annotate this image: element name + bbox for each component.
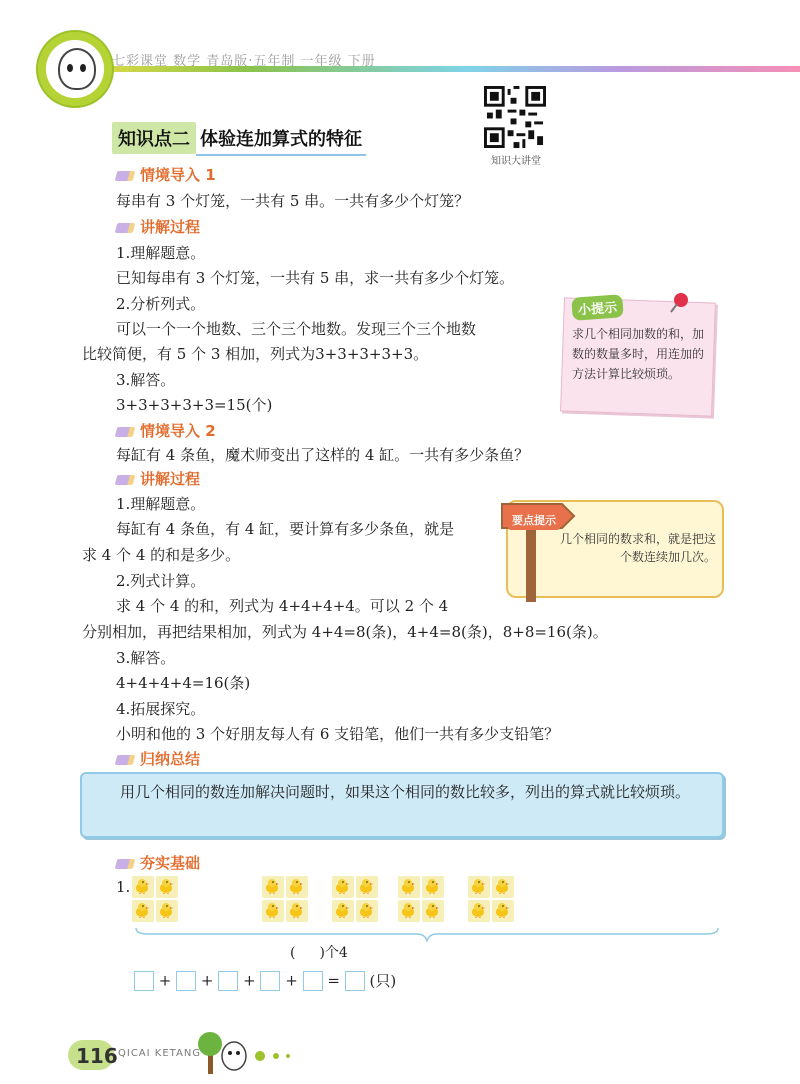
brace-paren-open: (: [290, 945, 296, 961]
section-label: 情境导入 1: [140, 166, 216, 184]
pencil-icon: [115, 859, 136, 869]
chick-icon: [288, 878, 304, 894]
chick-icon: [134, 902, 150, 918]
chick-icon: [400, 878, 416, 894]
section-heading-explanation-2: [116, 468, 200, 489]
section-label: 讲解过程: [140, 218, 201, 236]
text-line: 3.解答。: [116, 371, 176, 389]
section-heading-scenario-1: [116, 164, 216, 185]
text-line: 每串有 3 个灯笼，一共有 5 串。一共有多少个灯笼？: [116, 192, 470, 210]
pencil-icon: [115, 755, 136, 765]
text-line: 每缸有 4 条鱼，魔术师变出了这样的 4 缸。一共有多少条鱼？: [116, 446, 530, 464]
exercise-number: 1.: [116, 878, 131, 896]
section-label: 归纳总结: [140, 750, 201, 768]
chick-icon: [264, 902, 280, 918]
pencil-icon: [115, 427, 136, 437]
text-line: 1.理解题意。: [116, 495, 206, 513]
page-number-badge: [68, 1040, 118, 1070]
text-line: 可以一个一个地数、三个三个地数。发现三个三个地数: [116, 320, 477, 338]
section-label: 情境导入 2: [140, 422, 216, 440]
text-line: 1.理解题意。: [116, 244, 206, 262]
text-line: 每缸有 4 条鱼，有 4 缸，要计算有多少条鱼，就是: [116, 520, 455, 538]
chick-icon: [158, 902, 174, 918]
chick-icon: [158, 878, 174, 894]
chick-icon: [494, 878, 510, 894]
tip-note-title: 小提示: [571, 294, 623, 321]
text-line: 求 4 个 4 的和，列式为 4+4+4+4。可以 2 个 4: [116, 597, 449, 615]
chick-icon: [134, 878, 150, 894]
text-line: 2.分析列式。: [116, 295, 206, 313]
section-heading-scenario-2: [116, 420, 216, 441]
qr-code-icon[interactable]: [484, 86, 546, 148]
footer-brand: QICAI KETANG: [118, 1048, 202, 1059]
plus-sign: +: [243, 971, 256, 990]
chick-icon: [358, 878, 374, 894]
text-line: 2.列式计算。: [116, 572, 206, 590]
answer-box[interactable]: [134, 971, 154, 991]
brace-paren-close: )个4: [319, 945, 348, 961]
qr-caption: 知识大讲堂: [491, 156, 541, 167]
text-line: 小明和他的 3 个好朋友每人有 6 支铅笔，他们一共有多少支铅笔？: [116, 725, 560, 743]
answer-box[interactable]: [218, 971, 238, 991]
equals-sign: =: [327, 971, 340, 990]
text-line: 4+4+4+4=16(条): [116, 674, 251, 692]
chick-icon: [400, 902, 416, 918]
text-line: 4.拓展探究。: [116, 700, 206, 718]
pencil-icon: [115, 475, 136, 485]
key-point-text: 几个相同的数求和，就是把这个数连续加几次。: [559, 532, 716, 564]
answer-box[interactable]: [345, 971, 365, 991]
brace-label: [290, 942, 348, 962]
chick-icon: [288, 902, 304, 918]
answer-box[interactable]: [303, 971, 323, 991]
text-line: 已知每串有 3 个灯笼，一共有 5 串，求一共有多少个灯笼。: [116, 269, 515, 287]
knowledge-point-title: [112, 122, 366, 156]
chick-icon: [424, 902, 440, 918]
tree-and-mascot-icon: [196, 1026, 306, 1076]
answer-box[interactable]: [176, 971, 196, 991]
page-number: 116: [76, 1044, 118, 1068]
text-line: 3+3+3+3+3=15(个): [116, 396, 273, 414]
section-heading-summary: [116, 748, 200, 769]
plus-sign: +: [158, 971, 172, 990]
curly-brace-icon: [134, 926, 720, 942]
tip-note-text: 求几个相同加数的和，加数的数量多时，用连加的方法计算比较烦琐。: [572, 327, 705, 381]
mascot-logo-icon: [36, 30, 114, 108]
chick-icon: [470, 902, 486, 918]
text-line: 比较简便，有 5 个 3 相加，列式为3+3+3+3+3。: [82, 345, 429, 363]
key-point-title: 要点提示: [508, 510, 560, 530]
plus-sign: +: [285, 971, 298, 990]
chick-icon: [470, 878, 486, 894]
section-heading-practice: [116, 852, 200, 873]
pencil-icon: [115, 171, 136, 181]
summary-text: 用几个相同的数连加解决问题时，如果这个相同的数比较多，列出的算式就比较烦琐。: [120, 783, 691, 801]
chick-icon: [334, 878, 350, 894]
unit-label: (只): [369, 972, 397, 990]
text-line: 求 4 个 4 的和是多少。: [82, 546, 241, 564]
section-label: 夯实基础: [140, 854, 201, 872]
title-badge: 知识点二: [112, 122, 196, 154]
text-line: 分别相加，再把结果相加，列式为 4+4=8(条)，4+4=8(条)，8+8=16(条)。: [82, 623, 608, 641]
pushpin-icon: [668, 292, 690, 314]
plus-sign: +: [200, 971, 214, 990]
chick-icon: [334, 902, 350, 918]
running-header: 七彩课堂 数学 青岛版·五年制 一年级 下册: [112, 54, 376, 69]
chick-icon: [424, 878, 440, 894]
addition-equation: [134, 970, 396, 991]
section-heading-explanation-1: [116, 216, 200, 237]
title-text: 体验连加算式的特征: [196, 122, 366, 156]
section-label: 讲解过程: [140, 470, 201, 488]
answer-box[interactable]: [260, 971, 280, 991]
pencil-icon: [115, 223, 136, 233]
chick-icon: [264, 878, 280, 894]
text-line: 3.解答。: [116, 649, 176, 667]
chick-icon: [494, 902, 510, 918]
chick-icon: [358, 902, 374, 918]
